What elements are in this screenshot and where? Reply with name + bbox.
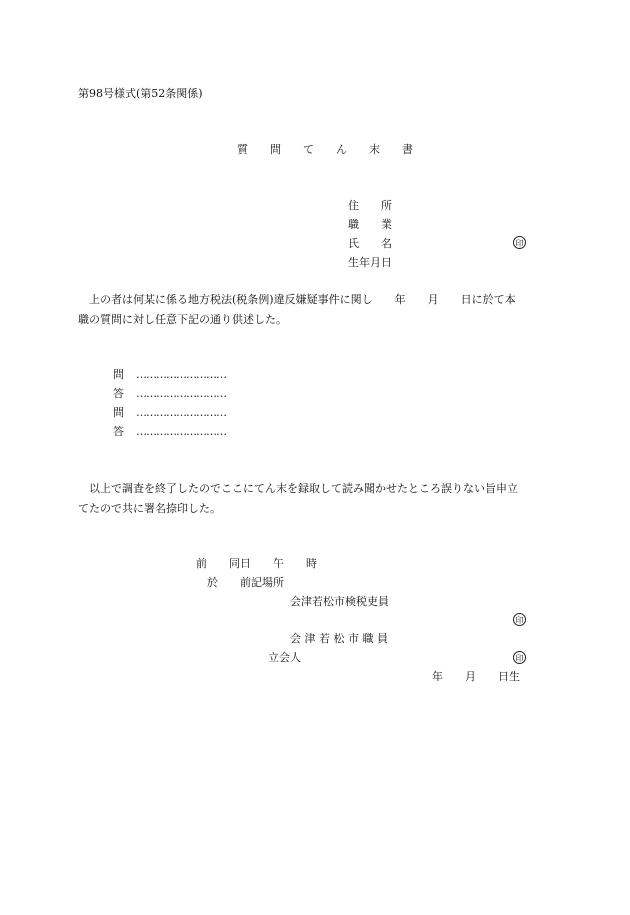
qa-dots: ……………………… — [136, 425, 226, 438]
signature-place-line: 於 前記場所 — [207, 576, 284, 589]
signature-witness: 立会人 — [268, 651, 301, 664]
signature-officer: 会津若松市検税吏員 — [290, 595, 389, 608]
signature-staff: 会 津 若 松 市 職 員 — [290, 632, 388, 645]
intro-line-2: 職の質問に対し任意下記の通り供述した。 — [78, 313, 287, 326]
field-name-label: 氏 名 — [348, 237, 392, 250]
field-birthdate-label: 生年月日 — [348, 256, 392, 269]
intro-line-1: 上の者は何某に係る地方税法(税条例)違反嫌疑事件に関し 年 月 日に於て本 — [89, 293, 516, 306]
qa-label: 問 — [113, 406, 124, 419]
signature-time-line: 前 同日 午 時 — [196, 557, 317, 570]
seal-icon: 印 — [513, 613, 526, 626]
seal-icon: 印 — [513, 236, 526, 249]
qa-label: 答 — [113, 387, 124, 400]
seal-icon: 印 — [513, 651, 526, 664]
qa-dots: ……………………… — [136, 387, 226, 400]
document-title: 質 問 て ん 末 書 — [237, 143, 413, 156]
closing-line-1: 以上で調査を終了したのでここにてん末を録取して読み聞かせたところ誤りない旨申立 — [89, 482, 518, 495]
qa-label: 問 — [113, 368, 124, 381]
closing-line-2: てたので共に署名捺印した。 — [78, 502, 221, 515]
qa-dots: ……………………… — [136, 406, 226, 419]
signature-birthdate-line: 年 月 日生 — [432, 670, 520, 683]
qa-label: 答 — [113, 425, 124, 438]
field-address-label: 住 所 — [348, 199, 392, 212]
qa-dots: ……………………… — [136, 368, 226, 381]
form-header: 第98号様式(第52条関係) — [78, 87, 203, 100]
field-occupation-label: 職 業 — [348, 218, 392, 231]
